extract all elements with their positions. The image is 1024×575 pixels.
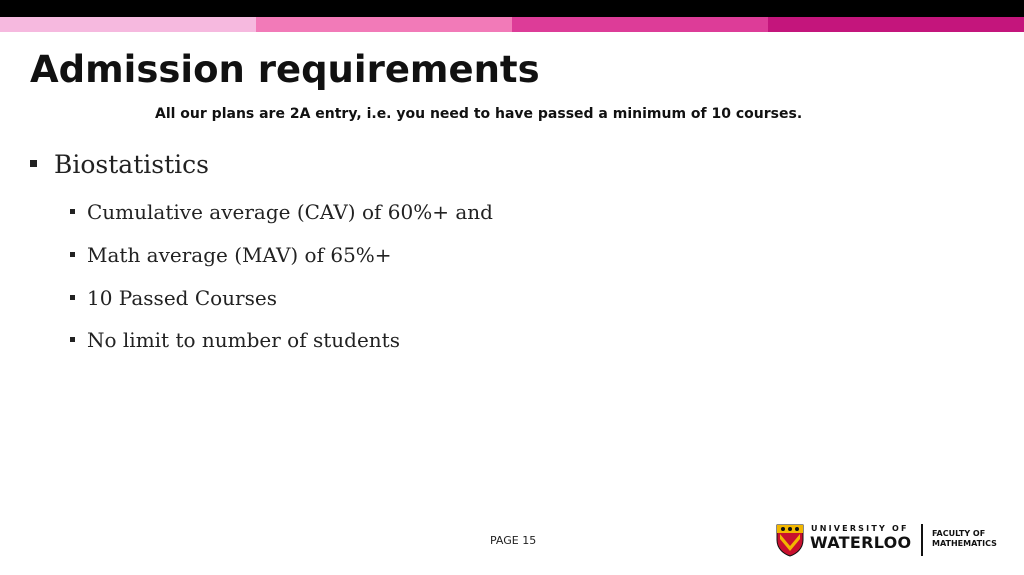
slide-title: Admission requirements (30, 48, 540, 91)
slide-subtitle: All our plans are 2A entry, i.e. you need to have passed a minimum of 10 courses. (155, 106, 803, 122)
sub-bullet-label: 10 Passed Courses (87, 286, 277, 310)
bullet-label: Biostatistics (54, 150, 209, 179)
header-stripe-2 (256, 17, 512, 32)
faculty-text (932, 529, 997, 549)
square-bullet-icon (30, 160, 37, 167)
top-black-bar (0, 0, 1024, 17)
square-bullet-icon (70, 337, 75, 342)
square-bullet-icon (70, 209, 75, 214)
header-stripe-3 (512, 17, 768, 32)
university-logo (776, 521, 998, 559)
page-number: PAGE 15 (490, 534, 537, 547)
header-stripe-1 (0, 17, 256, 32)
waterloo-shield-icon (776, 524, 804, 557)
square-bullet-icon (70, 295, 75, 300)
sub-bullet-label: Cumulative average (CAV) of 60%+ and (87, 200, 493, 224)
faculty-line-2: MATHEMATICS (932, 539, 997, 548)
square-bullet-icon (70, 252, 75, 257)
sub-bullet-label: Math average (MAV) of 65%+ (87, 243, 392, 267)
waterloo-text: WATERLOO (810, 533, 912, 552)
university-of-text: UNIVERSITY OF (811, 524, 909, 533)
faculty-line-1: FACULTY OF (932, 529, 986, 538)
header-stripe-4 (768, 17, 1024, 32)
sub-bullet-label: No limit to number of students (87, 328, 400, 352)
logo-divider (921, 524, 923, 556)
